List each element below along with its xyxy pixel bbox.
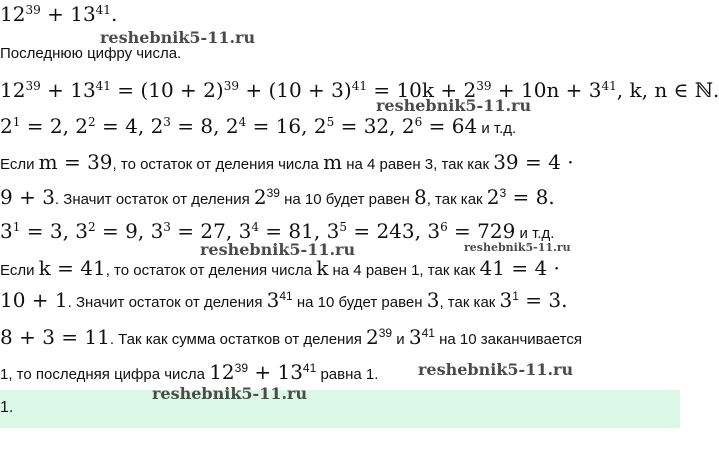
math: 3 [0,219,13,243]
text: и [392,331,409,348]
math: = 8. [506,185,555,209]
exponent: 39 [223,78,239,93]
expr-exponent: 39 [25,2,41,17]
text: и т.д. [515,225,555,242]
math: 8 + 3 = 11 [0,325,110,349]
math: = 16, 2 [246,114,327,138]
exponent: 39 [266,185,280,200]
math: = (10 + 2) [110,78,224,102]
math: + 13 [248,360,303,384]
text: , так как [439,294,500,311]
watermark: reshebnik5-11.ru [100,28,256,47]
math: 2 [0,114,13,138]
solution-line-4 [0,187,555,207]
answer-highlight [0,390,680,428]
text: на 4 равен 3, так как [342,156,494,173]
watermark: reshebnik5-11.ru [376,96,532,115]
math: 10 + 1 [0,288,68,312]
solution-line-7 [0,290,568,310]
exponent: 39 [476,78,492,93]
math: k [316,256,329,280]
math: 2 [253,185,267,209]
exponent: 1 [512,288,519,303]
math: 8 [413,185,427,209]
exponent: 39 [25,78,41,93]
math: 39 = 4 · [493,150,574,174]
exponent: 1 [12,219,21,234]
solution-line-8 [0,327,582,347]
math: = 3, 3 [20,219,89,243]
exponent: 4 [251,219,259,234]
math: 3 [426,288,440,312]
exponent: 41 [421,325,435,340]
exponent: 2 [88,114,96,129]
expr-punct: . [110,2,118,26]
exponent: 41 [302,360,317,375]
text: , так как [426,191,487,208]
math: = 32, 2 [334,114,415,138]
exponent: 39 [378,325,393,340]
answer-text: 1. [0,399,14,416]
exponent: 5 [326,114,335,129]
exponent: 2 [88,219,96,234]
math: k = 41 [38,256,106,280]
text: на 10 будет равен [292,294,427,311]
math: = 2, 2 [20,114,89,138]
math: 3 [499,288,513,312]
text: , то остаток от деления числа [105,262,317,279]
watermark: reshebnik5-11.ru [418,360,574,379]
math: = 9, 3 [95,219,164,243]
text: на 4 равен 1, так как [328,262,480,279]
math: 41 = 4 · [479,256,560,280]
watermark: reshebnik5-11.ru [152,384,308,403]
text: , то остаток от деления числа [112,156,324,173]
exponent: 41 [351,78,367,93]
solution-line-6 [0,258,560,278]
exponent: 5 [339,219,347,234]
solution-line-2 [0,116,516,136]
math: 3 [266,288,280,312]
math: + 10n + 3 [491,78,602,102]
text: на 10 будет равен [279,191,414,208]
math: = 81, 3 [258,219,340,243]
text: . Значит остаток от деления [67,294,267,311]
problem-expression [0,4,117,24]
solution-line-9 [0,362,378,382]
math: 12 [0,78,26,102]
expr-base: 13 [70,2,96,26]
exponent: 3 [163,114,171,129]
math: = 243, 3 [346,219,441,243]
math: m = 39 [38,150,113,174]
text: . Так как сумма остатков от деления [109,331,367,348]
expr-operator: + [40,2,71,26]
exponent: 39 [234,360,248,375]
exponent: 3 [499,185,507,200]
exponent: 41 [95,78,111,93]
exponent: 41 [601,78,617,93]
exponent: 6 [414,114,423,129]
expr-base: 12 [0,2,26,26]
exponent: 3 [163,219,171,234]
math: 2 [486,185,500,209]
text: 1, то последняя цифра числа [0,366,210,383]
math: = 64 [422,114,478,138]
text: равна 1. [316,366,379,383]
watermark: reshebnik5-11.ru [200,240,356,259]
math: = 729 [447,219,516,243]
math: 3 [408,325,422,349]
math: + (10 + 3) [238,78,352,102]
exponent: 41 [279,288,293,303]
watermark: reshebnik5-11.ru [464,241,571,254]
math: 13 [70,78,96,102]
text: на 10 заканчивается [434,331,582,348]
math: = 10k + 2 [366,78,477,102]
solution-line-1 [0,80,719,100]
expr-exponent: 41 [95,2,111,17]
text: и т.д. [477,120,517,137]
solution-line-3 [0,152,574,172]
solution-line-5 [0,221,554,241]
math: , k, n ∈ ℕ. [616,78,719,102]
task-text: Последнюю цифру числа. [0,45,182,62]
math: 2 [366,325,379,349]
math: 12 [209,360,235,384]
math: = 8, 2 [170,114,239,138]
text: . Значит остаток от деления [54,191,254,208]
exponent: 6 [440,219,448,234]
text: Если [0,262,39,279]
exponent: 4 [238,114,247,129]
math: m [323,150,343,174]
math: 9 + 3 [0,185,55,209]
math: = 4, 2 [95,114,164,138]
math: = 3. [518,288,568,312]
text: Если [0,156,39,173]
math: = 27, 3 [170,219,252,243]
math: + [40,78,71,102]
exponent: 1 [12,114,21,129]
